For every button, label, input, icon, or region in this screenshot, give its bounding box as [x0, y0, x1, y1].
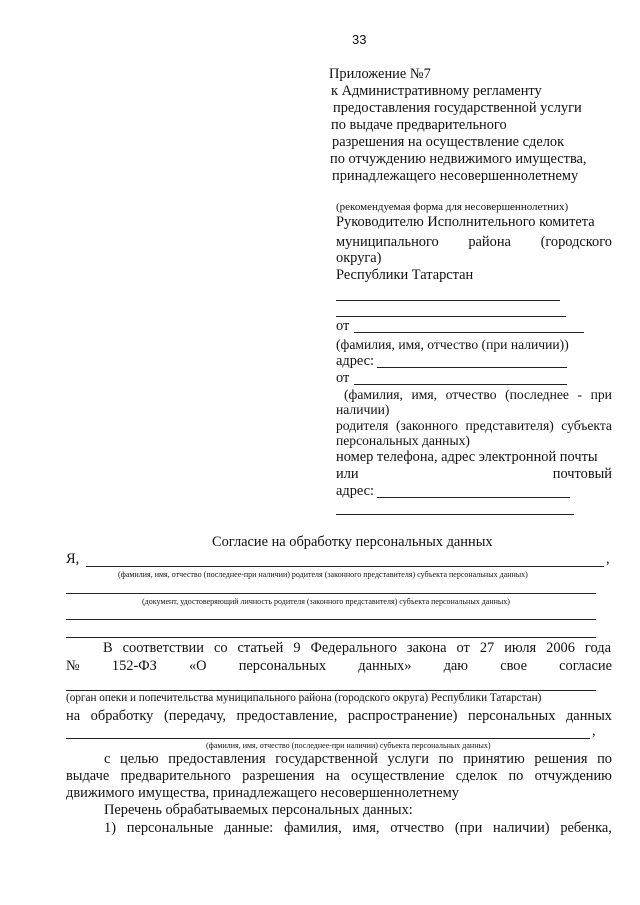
blank-line[interactable] — [336, 316, 566, 317]
from-label: от — [336, 318, 350, 334]
from-field[interactable] — [354, 332, 584, 333]
fio-caption-2b: наличии) — [336, 402, 390, 417]
head-line: округа) — [336, 250, 382, 266]
para3-line1: с целью предоставления государственной услуги по принятию решения по — [104, 751, 612, 767]
appendix-line: к Административному регламенту — [331, 83, 542, 99]
caption-document: (документ, удостоверяющий личность родителя (законного представителя) субъекта персональных данных) — [142, 597, 510, 606]
address-label-2: адрес: — [336, 483, 375, 499]
comma: , — [606, 551, 610, 567]
caption-guardianship: (орган опеки и попечительства муниципального района (городского округа) Республики Татарстан) — [66, 692, 542, 704]
from-field-2[interactable] — [354, 384, 567, 385]
head-line-justified: муниципального района (городского — [336, 234, 612, 250]
list-title: Перечень обрабатываемых персональных данных: — [104, 802, 413, 818]
appendix-line: предоставления государственной услуги — [333, 100, 582, 116]
comma: , — [592, 723, 596, 739]
appendix-line: по отчуждению недвижимого имущества, — [330, 151, 587, 167]
head-line: Руководителю Исполнительного комитета — [336, 214, 595, 230]
appendix-line: по выдаче предварительного — [331, 117, 507, 133]
list-item-1: 1) персональные данные: фамилия, имя, отчество (при наличии) ребенка, — [104, 820, 612, 836]
parent-name-field[interactable] — [86, 566, 604, 567]
consent-title: Согласие на обработку персональных данных — [212, 534, 493, 550]
appendix-line: Приложение №7 — [329, 66, 431, 82]
contact-line: номер телефона, адрес электронной почты — [336, 449, 598, 465]
appendix-block — [329, 66, 587, 185]
address-field[interactable] — [377, 367, 567, 368]
parent-caption: родителя (законного представителя) субъекта — [336, 418, 612, 433]
address-label: адрес: — [336, 353, 375, 369]
appendix-line: разрешения на осуществление сделок — [332, 134, 565, 150]
form-note — [336, 197, 568, 215]
contact-line-2: или почтовый — [336, 466, 612, 482]
form-note-text: (рекомендуемая форма для несовершеннолетних) — [336, 201, 569, 213]
para1-line2: № 152-ФЗ «О персональных данных» даю свое согласие — [66, 658, 612, 674]
blank-line[interactable] — [336, 300, 560, 301]
subject-name-field[interactable] — [66, 738, 590, 739]
fio-caption-2: (фамилия, имя, отчество (последнее - при — [344, 387, 612, 402]
para3-line3: движимого имущества, принадлежащего несовершеннолетнему — [66, 785, 459, 801]
page-number: 33 — [352, 32, 367, 47]
appendix-line: принадлежащего несовершеннолетнему — [332, 168, 579, 184]
caption-parent-name: (фамилия, имя, отчество (последнее-при наличии) родителя (законного представителя) субъекта персональных данных) — [118, 570, 528, 579]
head-line: Республики Татарстан — [336, 267, 474, 283]
para3-line2: выдаче предварительного разрешения на осуществление сделок по отчуждению — [66, 768, 612, 784]
fio-caption: (фамилия, имя, отчество (при наличии)) — [336, 337, 569, 352]
parent-caption-b: персональных данных) — [336, 433, 470, 448]
blank-line[interactable] — [66, 637, 596, 638]
caption-subject-name: (фамилия, имя, отчество (последнее-при наличии) субъекта персональных данных) — [206, 741, 491, 750]
para2: на обработку (передачу, предоставление, распространение) персональных данных — [66, 708, 612, 724]
document-field[interactable] — [66, 593, 596, 594]
i-label: Я, — [66, 551, 80, 567]
blank-line[interactable] — [336, 514, 574, 515]
address-field-2[interactable] — [377, 497, 570, 498]
para1-line1: В соответствии со статьей 9 Федерального закона от 27 июля 2006 года — [103, 640, 611, 656]
blank-line[interactable] — [66, 619, 596, 620]
guardianship-field[interactable] — [66, 690, 596, 691]
from-label-2: от — [336, 370, 350, 386]
